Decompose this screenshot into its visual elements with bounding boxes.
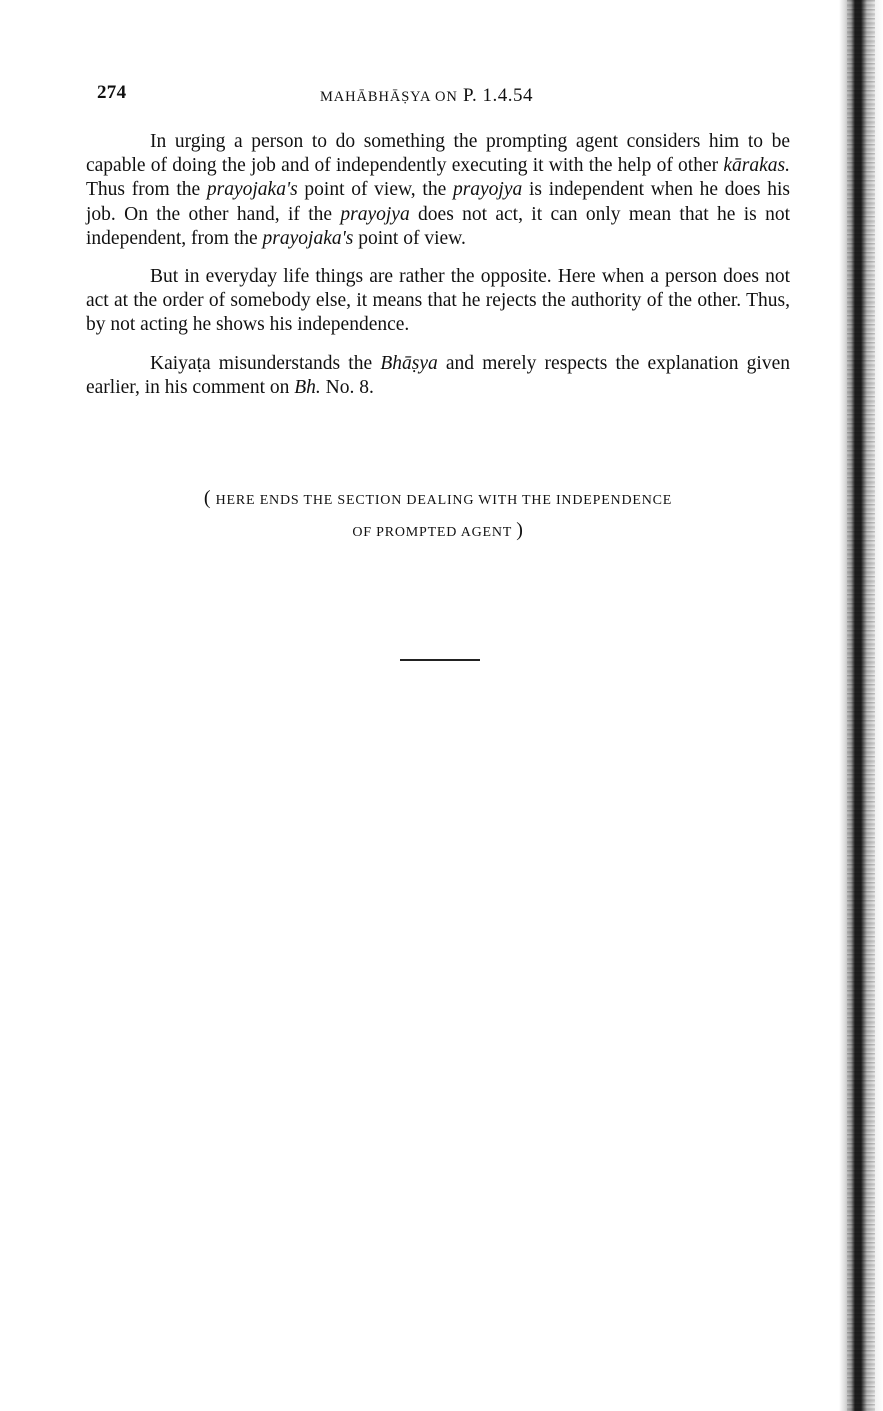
paragraph-1-text-a: In urging a person to do something the prompting agent considers him to be capable of doing the job and of independently executing it with the help of other bbox=[86, 131, 790, 177]
term-bhasya: Bhāṣya bbox=[380, 352, 438, 374]
scan-binding-noise bbox=[847, 0, 875, 1411]
paragraph-1 bbox=[86, 130, 790, 251]
paragraph-1-text-d: is independent when he does his job. On the other hand, if the bbox=[86, 179, 790, 225]
paragraph-1-text-b: Thus from the bbox=[86, 179, 207, 201]
colophon-close-paren: ) bbox=[516, 519, 524, 541]
running-head-reference: P. 1.4.54 bbox=[463, 85, 534, 106]
colophon-line-2 bbox=[86, 519, 790, 542]
term-prayojya: prayojya bbox=[452, 179, 523, 201]
paragraph-1-text-c: point of view, the bbox=[297, 179, 453, 201]
body-text bbox=[86, 130, 790, 414]
term-prayojakas: prayojaka's bbox=[206, 179, 298, 201]
paragraph-3 bbox=[86, 352, 790, 400]
term-bh: Bh. bbox=[294, 376, 321, 398]
colophon-text-1: HERE ENDS THE SECTION DEALING WITH THE INDEPENDENCE bbox=[215, 493, 673, 508]
paragraph-3-text-c: No. 8. bbox=[320, 376, 374, 398]
page-number: 274 bbox=[97, 82, 127, 103]
paragraph-1-text-f: point of view. bbox=[353, 227, 466, 249]
term-prayojakas-2: prayojaka's bbox=[262, 227, 354, 249]
paragraph-3-text-a: Kaiyaṭa misunderstands the bbox=[150, 352, 381, 374]
running-head bbox=[320, 85, 533, 107]
colophon-line-1 bbox=[86, 487, 790, 510]
colophon-text-2: OF PROMPTED AGENT bbox=[352, 525, 512, 540]
section-end-rule bbox=[400, 659, 480, 661]
term-prayojya-2: prayojya bbox=[340, 203, 410, 225]
colophon-open-paren: ( bbox=[203, 487, 212, 509]
term-karakas: kārakas. bbox=[723, 155, 790, 177]
paragraph-1-text-e: does not act, it can only mean that he is not independent, from the bbox=[86, 203, 791, 249]
paragraph-2: But in everyday life things are rather the opposite. Here when a person does not act at the order of somebody else, it means that he rejects the authority of the other. Thus, by not acting he shows his independence. bbox=[86, 266, 790, 336]
running-head-title: MAHĀBHĀṢYA ON bbox=[320, 89, 458, 105]
paragraph-3-text-b: and merely respects the explanation given earlier, in his comment on bbox=[86, 352, 790, 398]
